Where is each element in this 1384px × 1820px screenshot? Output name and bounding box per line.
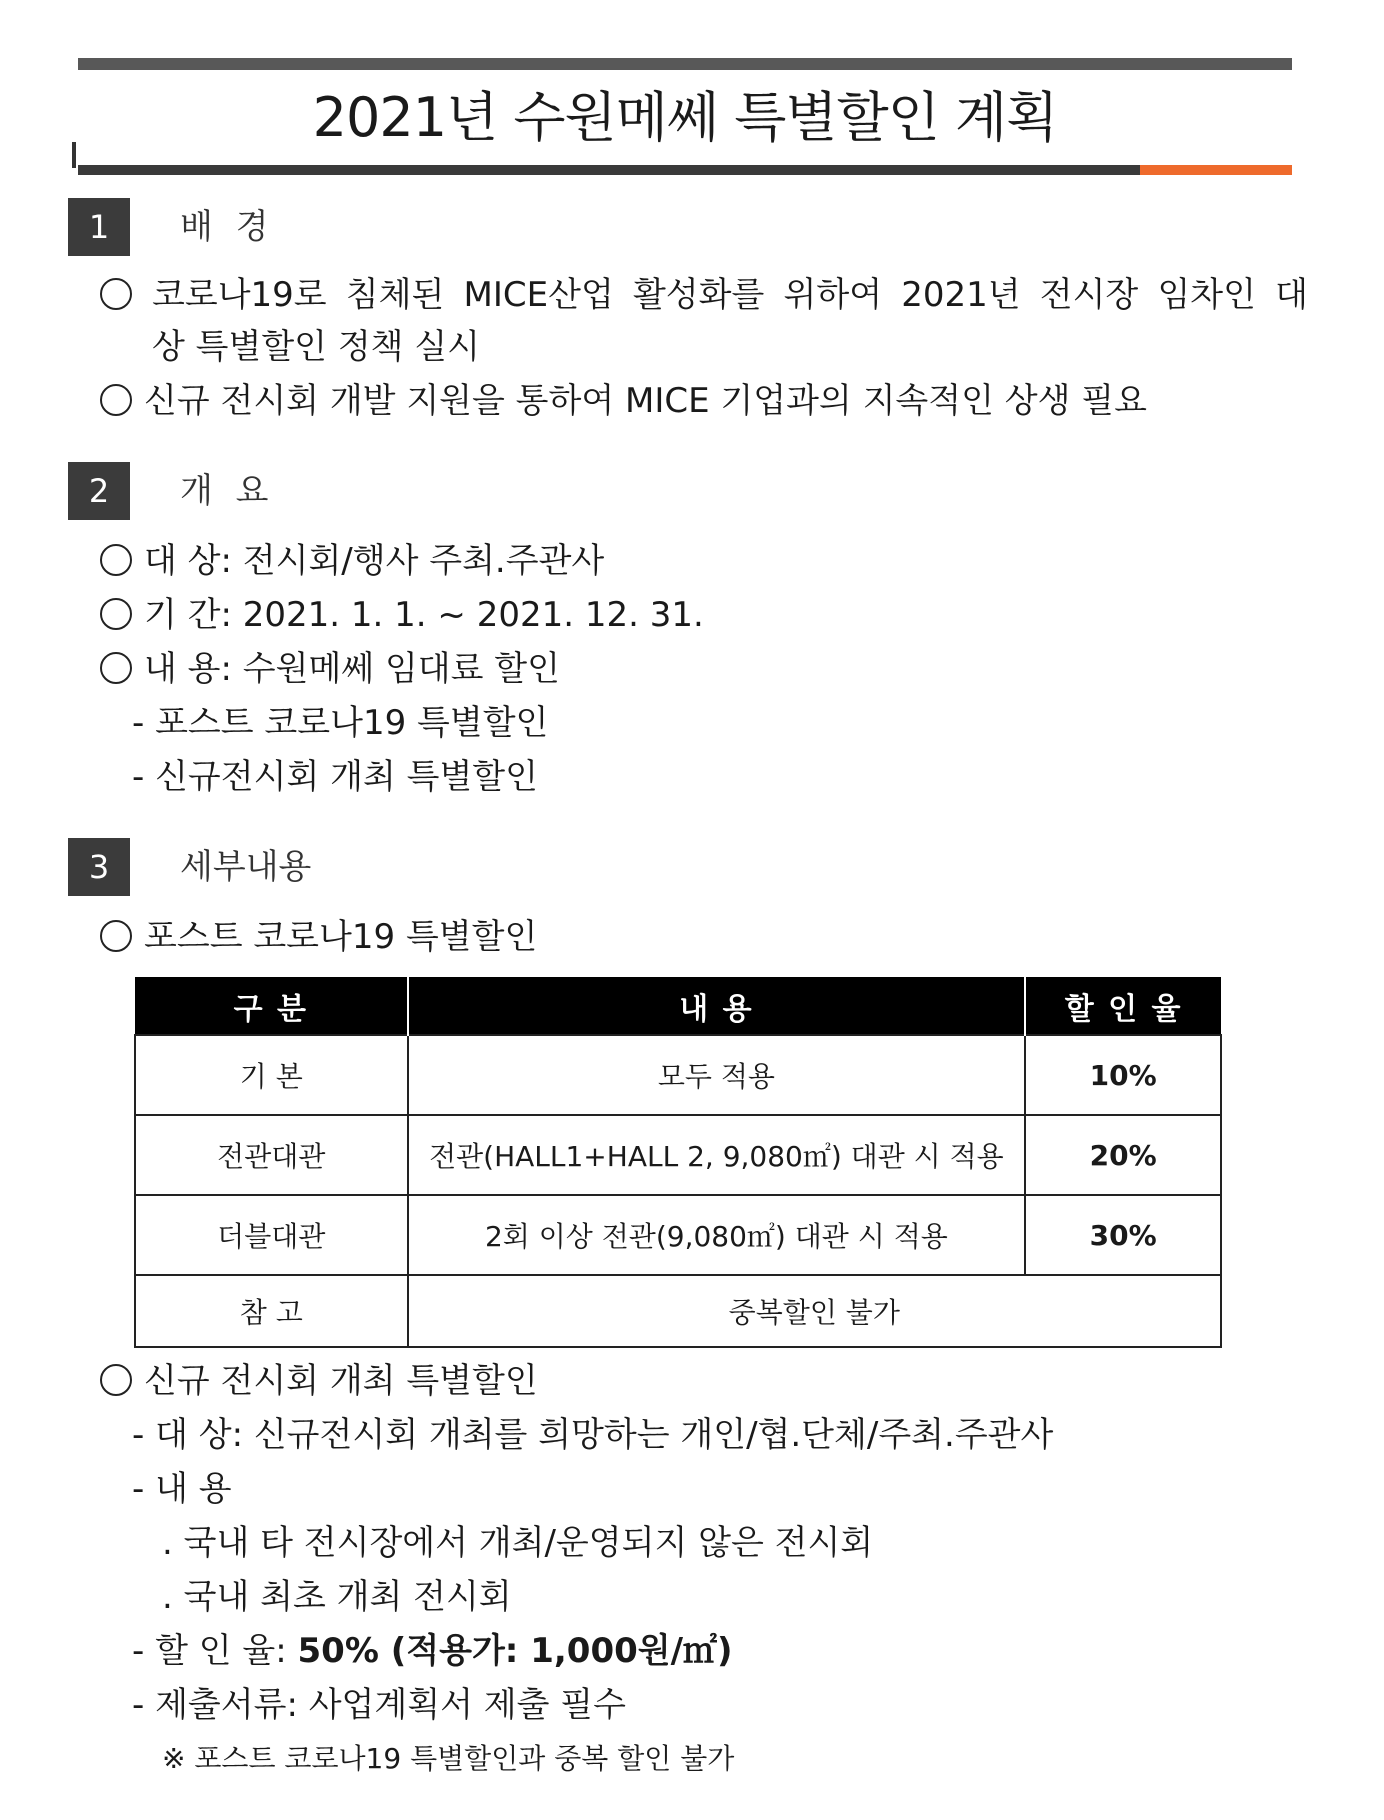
table-row bbox=[135, 1115, 1221, 1195]
overview-sub-1: - 포스트 코로나19 특별할인 bbox=[132, 703, 549, 743]
post-corona-heading-text: 포스트 코로나19 특별할인 bbox=[144, 917, 538, 957]
title-corner-mark bbox=[72, 142, 76, 168]
table-cell-category: 더블대관 bbox=[135, 1195, 408, 1275]
table-header-row bbox=[135, 977, 1221, 1035]
circle-bullet-icon bbox=[100, 278, 132, 310]
overview-period-text: 기 간: 2021. 1. 1. ~ 2021. 12. 31. bbox=[144, 595, 704, 635]
section-1-title: 배 경 bbox=[180, 207, 275, 247]
new-exhibition-rate bbox=[132, 1628, 733, 1674]
title-top-bar bbox=[78, 58, 1292, 70]
background-item-2 bbox=[100, 378, 1147, 424]
overview-target-text: 대 상: 전시회/행사 주최.주관사 bbox=[144, 541, 605, 581]
circle-bullet-icon bbox=[100, 920, 132, 952]
new-exhibition-heading-text: 신규 전시회 개최 특별할인 bbox=[144, 1361, 538, 1401]
table-cell-category: 전관대관 bbox=[135, 1115, 408, 1195]
new-exhibition-target: - 대 상: 신규전시회 개최를 희망하는 개인/협.단체/주최.주관사 bbox=[132, 1415, 1054, 1455]
table-header-category: 구 분 bbox=[135, 977, 408, 1035]
background-item-2-text: 신규 전시회 개발 지원을 통하여 MICE 기업과의 지속적인 상생 필요 bbox=[144, 381, 1147, 421]
table-header-content: 내 용 bbox=[408, 977, 1026, 1035]
discount-table bbox=[134, 977, 1222, 1348]
table-cell-rate: 10% bbox=[1025, 1035, 1221, 1115]
new-exhibition-content-item-2: . 국내 최초 개최 전시회 bbox=[162, 1577, 512, 1617]
background-item-1-line-2: 상 특별할인 정책 실시 bbox=[152, 327, 481, 367]
section-1-number: 1 bbox=[68, 198, 130, 256]
new-exhibition-documents: - 제출서류: 사업계획서 제출 필수 bbox=[132, 1685, 626, 1725]
new-exhibition-content-label: - 내 용 bbox=[132, 1469, 232, 1509]
section-2-title: 개 요 bbox=[180, 471, 275, 511]
circle-bullet-icon bbox=[100, 544, 132, 576]
table-row bbox=[135, 1035, 1221, 1115]
section-2-number: 2 bbox=[68, 462, 130, 520]
rate-label: - 할 인 율: bbox=[132, 1631, 298, 1671]
background-item-1-bullet bbox=[100, 272, 144, 318]
rate-value: 50% (적용가: 1,000원/㎡) bbox=[297, 1631, 733, 1671]
circle-bullet-icon bbox=[100, 384, 132, 416]
duplicate-discount-note: ※ 포스트 코로나19 특별할인과 중복 할인 불가 bbox=[162, 1742, 735, 1775]
table-cell-category: 기 본 bbox=[135, 1035, 408, 1115]
table-header-rate: 할 인 율 bbox=[1025, 977, 1221, 1035]
table-cell-rate: 20% bbox=[1025, 1115, 1221, 1195]
page-title: 2021년 수원메쎄 특별할인 계획 bbox=[312, 86, 1058, 149]
title-accent-bar bbox=[1140, 165, 1292, 175]
circle-bullet-icon bbox=[100, 652, 132, 684]
table-cell-note: 중복할인 불가 bbox=[408, 1275, 1221, 1347]
table-cell-content: 2회 이상 전관(9,080㎡) 대관 시 적용 bbox=[408, 1195, 1026, 1275]
overview-target bbox=[100, 538, 604, 584]
circle-bullet-icon bbox=[100, 1364, 132, 1396]
circle-bullet-icon bbox=[100, 598, 132, 630]
new-exhibition-content-item-1: . 국내 타 전시장에서 개최/운영되지 않은 전시회 bbox=[162, 1523, 874, 1563]
overview-period bbox=[100, 592, 704, 638]
table-cell-content: 전관(HALL1+HALL 2, 9,080㎡) 대관 시 적용 bbox=[408, 1115, 1026, 1195]
table-row bbox=[135, 1275, 1221, 1347]
section-3-number: 3 bbox=[68, 838, 130, 896]
overview-content-text: 내 용: 수원메쎄 임대료 할인 bbox=[144, 649, 560, 689]
section-3-title: 세부내용 bbox=[180, 847, 312, 887]
table-cell-content: 모두 적용 bbox=[408, 1035, 1026, 1115]
overview-sub-2: - 신규전시회 개최 특별할인 bbox=[132, 757, 538, 797]
table-cell-category: 참 고 bbox=[135, 1275, 408, 1347]
table-cell-rate: 30% bbox=[1025, 1195, 1221, 1275]
new-exhibition-heading bbox=[100, 1358, 538, 1404]
title-bottom-bar bbox=[78, 165, 1140, 175]
table-row bbox=[135, 1195, 1221, 1275]
overview-content bbox=[100, 646, 560, 692]
background-item-1-line-1: 코로나19로 침체된 MICE산업 활성화를 위하여 2021년 전시장 임차인 대 bbox=[152, 275, 1308, 315]
post-corona-heading bbox=[100, 914, 537, 960]
